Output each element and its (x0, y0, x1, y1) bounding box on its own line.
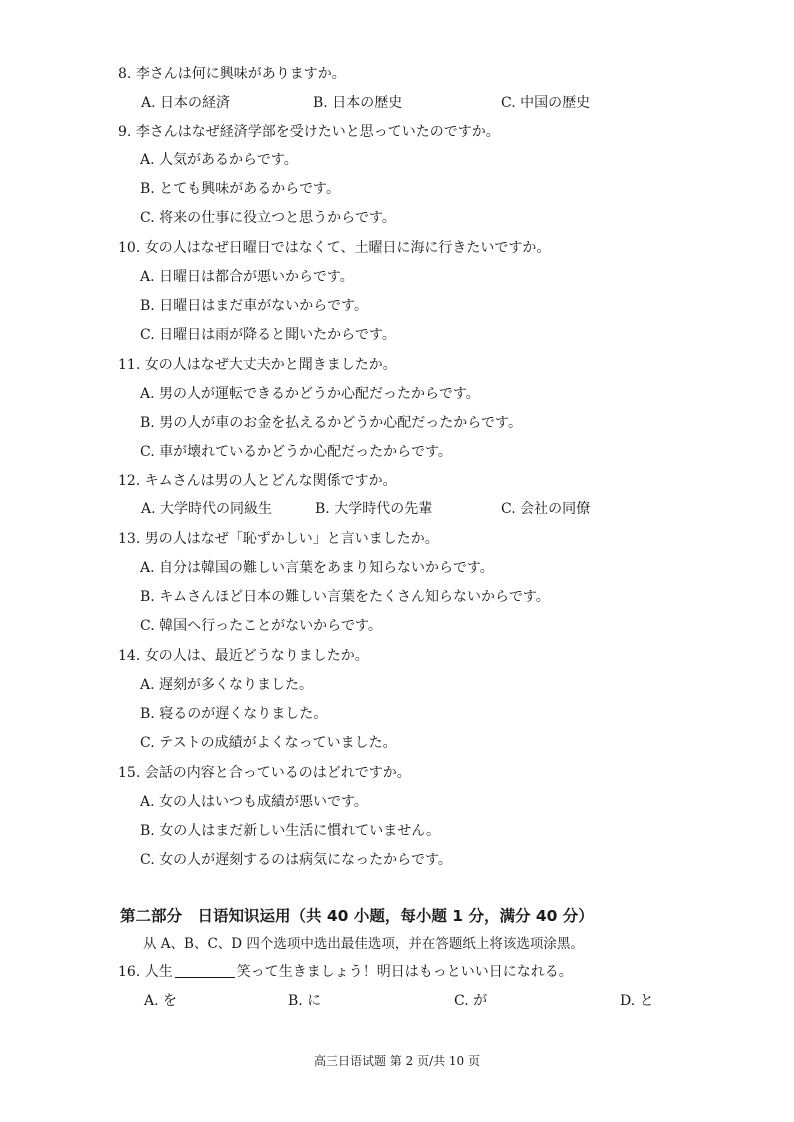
question-number: 10. (118, 240, 141, 256)
option-a: A. 遅刻が多くなりました。 (140, 677, 314, 693)
option-a: A. 自分は韓国の難しい言葉をあまり知らないからです。 (140, 560, 494, 576)
question-text-after: 笑って生きましょう！明日はもっといい日になれる。 (236, 964, 573, 980)
option-b: B. 日本の歴史 (313, 95, 403, 111)
question-number: 8. (118, 66, 132, 82)
question-text-before: 人生 (144, 964, 173, 980)
question-number: 15. (118, 765, 141, 781)
option-a: A. 大学時代の同級生 (141, 501, 273, 517)
option-c: C. 将来の仕事に役立つと思うからです。 (140, 210, 396, 226)
option-a: A. 女の人はいつも成績が悪いです。 (140, 794, 368, 810)
option-b: B. 日曜日はまだ車がないからです。 (140, 298, 368, 314)
option-c: C. テストの成績がよくなっていました。 (140, 735, 397, 751)
question-13 (118, 529, 439, 549)
question-10 (118, 238, 550, 258)
question-text: キムさんは男の人とどんな関係ですか。 (144, 473, 397, 489)
option-c: C. 中国の歴史 (501, 95, 591, 111)
question-text: 李さんは何に興味がありますか。 (135, 66, 346, 82)
option-b: B. 寝るのが遅くなりました。 (140, 706, 328, 722)
question-15 (118, 763, 411, 783)
question-11 (118, 355, 397, 375)
option-b: B. に (288, 993, 322, 1009)
option-b: B. 男の人が車のお金を払えるかどうか心配だったからです。 (140, 415, 522, 431)
question-text: 会話の内容と合っているのはどれですか。 (144, 765, 411, 781)
question-number: 12. (118, 473, 141, 489)
option-a: A. を (144, 993, 178, 1009)
option-c: C. が (454, 993, 488, 1009)
question-text: 女の人はなぜ日曜日ではなくて、土曜日に海に行きたいですか。 (144, 240, 551, 256)
section-instruction: 从 A、B、C、D 四个选项中选出最佳选项，并在答题纸上将该选项涂黑。 (143, 936, 584, 952)
question-text: 李さんはなぜ経済学部を受けたいと思っていたのですか。 (135, 124, 500, 140)
option-c: C. 会社の同僚 (501, 501, 591, 517)
question-number: 11. (118, 357, 141, 373)
question-number: 14. (118, 648, 141, 664)
question-12 (118, 471, 397, 491)
page-footer: 高三日语试题 第 2 页/共 10 页 (313, 1054, 481, 1068)
option-b: B. 女の人はまだ新しい生活に慣れていません。 (140, 823, 441, 839)
option-c: C. 女の人が遅刻するのは病気になったからです。 (140, 852, 452, 868)
option-a: A. 日曜日は都合が悪いからです。 (140, 269, 354, 285)
question-text: 女の人はなぜ大丈夫かと聞きましたか。 (144, 357, 397, 373)
question-8 (118, 64, 346, 84)
options-16 (0, 991, 794, 1011)
option-c: C. 日曜日は雨が降ると聞いたからです。 (140, 327, 396, 343)
question-text: 男の人はなぜ「恥ずかしい」と言いましたか。 (144, 531, 439, 547)
question-16 (118, 962, 573, 982)
answer-blank (175, 963, 235, 978)
question-text: 女の人は、最近どうなりましたか。 (144, 648, 369, 664)
question-9 (118, 122, 500, 142)
option-a: A. 人気があるからです。 (140, 152, 298, 168)
option-a: A. 男の人が運転できるかどうか心配だったからです。 (140, 386, 480, 402)
option-a: A. 日本の経済 (141, 95, 231, 111)
question-number: 13. (118, 531, 141, 547)
question-number: 9. (118, 124, 132, 140)
options-12 (0, 499, 794, 519)
options-8 (0, 93, 794, 113)
option-b: B. 大学時代の先輩 (315, 501, 433, 517)
option-c: C. 車が壊れているかどうか心配だったからです。 (140, 444, 452, 460)
question-number: 16. (118, 964, 141, 980)
section-title: 第二部分 日语知识运用（共 40 小题，每小题 1 分，满分 40 分） (120, 907, 594, 925)
option-d: D. と (620, 993, 654, 1009)
question-14 (118, 646, 369, 666)
option-b: B. キムさんほど日本の難しい言葉をたくさん知らないからです。 (140, 589, 550, 605)
option-b: B. とても興味があるからです。 (140, 181, 340, 197)
option-c: C. 韓国へ行ったことがないからです。 (140, 618, 382, 634)
